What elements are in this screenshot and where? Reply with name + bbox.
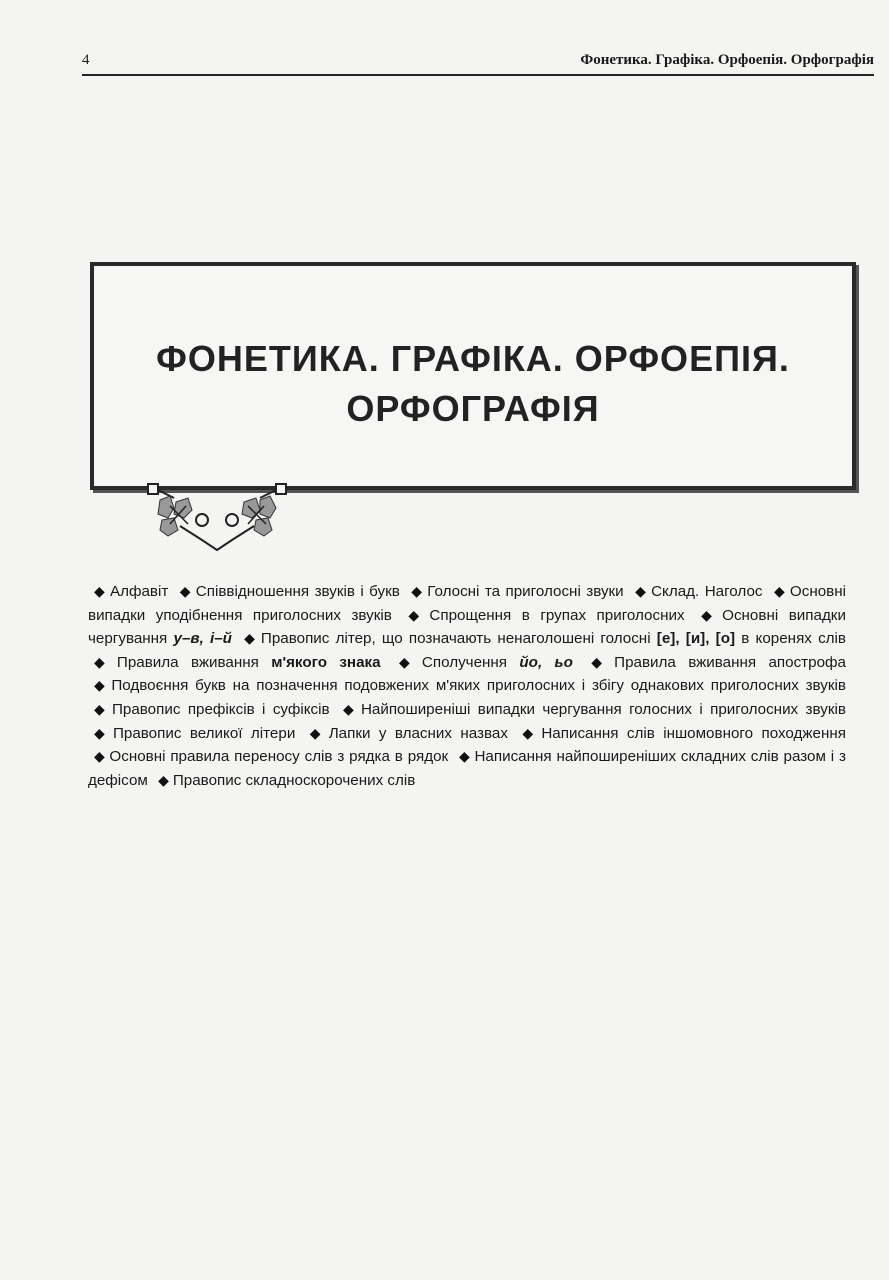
topic-item: ◆ Основні випадки уподібнення приголосних звуків: [88, 583, 846, 624]
diamond-bullet-icon: ◆: [408, 606, 426, 623]
embroidery-ornament: [140, 478, 300, 558]
topic-item: ◆ Правопис складноскорочених слів: [158, 771, 416, 789]
topic-item: ◆ Основні правила переносу слів з рядка в рядок: [94, 748, 449, 766]
topic-item: ◆ Алфавіт: [94, 583, 169, 600]
page-header: [82, 50, 874, 76]
chapter-topics: [88, 580, 846, 792]
diamond-bullet-icon: ◆: [591, 653, 611, 670]
diamond-bullet-icon: ◆: [522, 724, 538, 741]
topic-item: ◆ Сполучення йо, ьо: [398, 653, 573, 671]
diamond-bullet-icon: ◆: [158, 771, 169, 788]
diamond-bullet-icon: ◆: [342, 700, 357, 717]
chapter-title: [94, 334, 852, 434]
topic-item: ◆ Правопис літер, що позначають ненаголошені голосні [е], [и], [о] в коренях слів: [244, 630, 846, 648]
diamond-bullet-icon: ◆: [773, 583, 786, 599]
diamond-bullet-icon: ◆: [94, 677, 108, 694]
topic-item: ◆ Голосні та приголосні звуки: [411, 583, 624, 600]
topic-item: ◆ Основні випадки чергування у–в, і–й: [88, 606, 846, 648]
diamond-bullet-icon: ◆: [635, 583, 648, 599]
diamond-bullet-icon: ◆: [398, 653, 418, 670]
diamond-bullet-icon: ◆: [309, 724, 325, 741]
chapter-title-frame: [90, 262, 856, 490]
diamond-bullet-icon: ◆: [459, 748, 471, 765]
topic-item: ◆ Найпоширеніші випадки чергування голосних і приголосних звуків: [342, 700, 846, 718]
diamond-bullet-icon: ◆: [701, 606, 719, 623]
topic-item: ◆ Лапки у власних назвах: [309, 724, 508, 742]
page-number: 4: [82, 52, 90, 68]
diamond-bullet-icon: ◆: [411, 583, 424, 599]
topic-item: ◆ Правопис префіксів і суфіксів: [94, 700, 330, 718]
topic-item: ◆ Правопис великої літери: [94, 724, 296, 742]
diamond-bullet-icon: ◆: [94, 724, 109, 741]
chapter-title-line-1: ФОНЕТИКА. ГРАФІКА. ОРФОЕПІЯ.: [156, 338, 790, 379]
diamond-bullet-icon: ◆: [244, 630, 257, 647]
topic-item: ◆ Спрощення в групах приголосних: [408, 606, 685, 624]
topic-item: ◆ Співвідношення звуків і букв: [179, 583, 400, 600]
topic-item: ◆ Написання найпоширеніших складних слів разом і з дефісом: [88, 748, 846, 789]
topic-item: ◆ Подвоєння букв на позначення подовжених м'яких приголосних і збігу однакових приголосних звуків: [94, 677, 846, 695]
diamond-bullet-icon: ◆: [94, 583, 106, 599]
topic-item: ◆ Написання слів іншомовного походження: [522, 724, 846, 742]
topic-item: ◆ Правила вживання м'якого знака: [94, 653, 381, 671]
diamond-bullet-icon: ◆: [94, 653, 113, 670]
diamond-bullet-icon: ◆: [179, 583, 192, 599]
diamond-bullet-icon: ◆: [94, 748, 106, 765]
topic-item: ◆ Правила вживання апострофа: [591, 653, 846, 671]
topic-item: ◆ Склад. Наголос: [635, 583, 763, 600]
diamond-bullet-icon: ◆: [94, 700, 108, 717]
chapter-title-line-2: ОРФОГРАФІЯ: [346, 388, 600, 429]
running-title: Фонетика. Графіка. Орфоепія. Орфографія: [580, 52, 874, 68]
